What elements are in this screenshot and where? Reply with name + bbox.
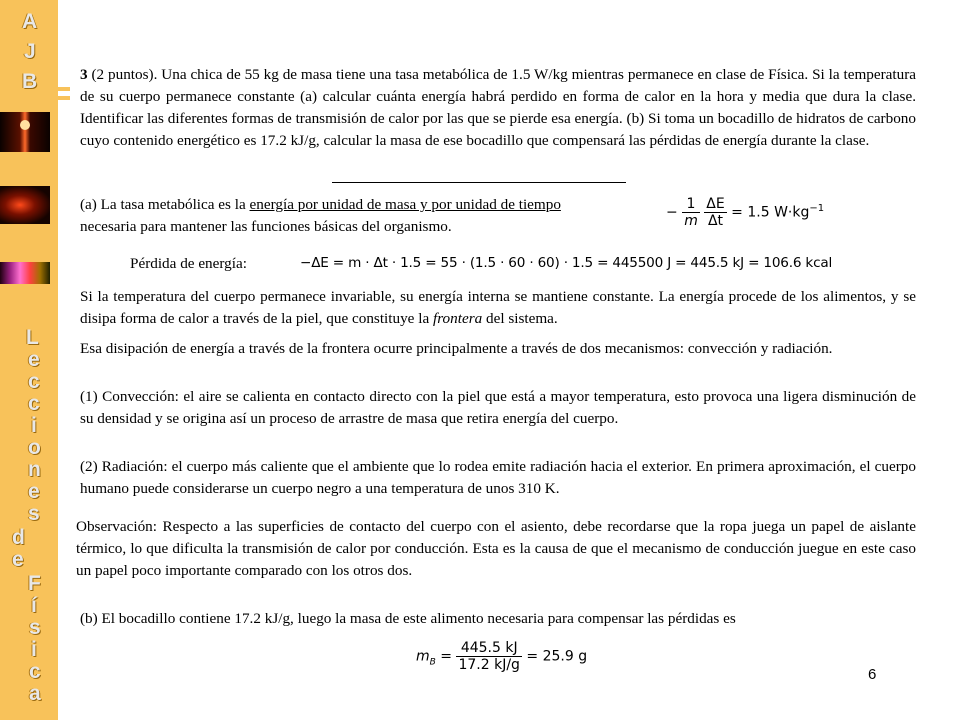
mass-formula: $m_B$ = $\frac{445.5 kJ}{17.2 kJ/g}$ = 25.9 g <box>416 640 588 673</box>
fisica-letter: c <box>29 660 41 683</box>
internal-energy-end: del sistema. <box>482 310 558 327</box>
fisica-letter: i <box>31 638 37 661</box>
mass-result: = 25.9 g <box>526 648 588 665</box>
title-letter: s <box>28 502 40 525</box>
internal-energy-text: Si la temperatura del cuerpo permanece invariable, su energía interna se mantiene constante. La energía procede de los alimentos, y se disipa forma de calor a través de la piel, que constituye la <box>80 288 916 327</box>
rate-value: = 1.5 W·kg <box>731 204 810 221</box>
title-letter: i <box>31 414 37 437</box>
sidebar-tab <box>58 87 70 91</box>
energy-loss-label: Pérdida de energía: <box>130 255 247 272</box>
initial-letter: A <box>22 10 38 33</box>
fisica-letter: s <box>29 616 41 639</box>
title-letter: e <box>28 480 40 503</box>
radiation-paragraph: (2) Radiación: el cuerpo más caliente que el ambiente que lo rodea emite radiación hacia el exterior. En primera aproximación, el cuerpo humano puede considerarse un cuerpo negro a una temperatura de unos 310 K. <box>80 458 916 497</box>
mass-fraction: $\frac{445.5 kJ}{17.2 kJ/g}$ <box>458 640 520 673</box>
part-a-definition <box>80 194 620 238</box>
metabolic-rate-formula: − $\frac{1}{m}$ $\frac{\Delta E}{\Delta t}$ = 1.5 $W\cdot kg^{-1}$ <box>666 196 825 229</box>
separator-line <box>332 182 626 183</box>
fisica-letter: F <box>28 572 41 595</box>
initial-letter: B <box>22 70 38 93</box>
internal-energy-paragraph <box>80 286 916 330</box>
sidebar <box>0 0 58 720</box>
definition-prefix: (a) La tasa metabólica es la <box>80 196 250 213</box>
page-number: 6 <box>868 666 877 683</box>
photo-thumbnail <box>0 112 50 152</box>
title-letter: L <box>26 326 39 349</box>
de-letter: d <box>12 526 25 549</box>
ratio-fraction: $\frac{\Delta E}{\Delta t}$ <box>706 196 725 229</box>
frontier-term: frontera <box>432 310 483 327</box>
observation-paragraph: Observación: Respecto a las superficies de contacto del cuerpo con el asiento, debe recordarse que la ropa juega un papel de aislante térmico, lo que dificulta la transmisión de calor por conducción. Esta es la causa de que el mecanismo de conducción juegue en este caso un papel poco importante comparado con los otros dos. <box>76 518 916 579</box>
energy-loss-formula: −ΔE = m · Δt · 1.5 = 55 · (1.5 · 60 · 60) · 1.5 = 445500 J = 445.5 kJ = 106.6 kcal <box>300 255 833 271</box>
convection-paragraph: (1) Convección: el aire se calienta en contacto directo con la piel que está a mayor temperatura, esto provoca una ligera disminución de su densidad y se origina así un proceso de arrastre de masa que retira energía del cuerpo. <box>80 388 916 427</box>
problem-text: (2 puntos). Una chica de 55 kg de masa tiene una tasa metabólica de 1.5 W/kg mientras permanece en clase de Física. Si la temperatura de su cuerpo permanece constante (a) calcular cuánta energía habrá perdido en forma de calor en la hora y media que dura la clase. Identificar las diferentes formas de transmisión de calor por las que se pierde esa energía. (b) Si toma un bocadillo de hidratos de carbono cuyo contenido energético es 17.2 kJ/g, calcular la masa de ese bocadillo que compensará las pérdidas de energía durante la clase. <box>80 66 916 149</box>
coef-fraction: $\frac{1}{m}$ <box>684 196 698 229</box>
title-letter: c <box>28 370 40 393</box>
problem-statement <box>80 64 916 152</box>
title-letter: e <box>28 348 40 371</box>
fisica-letter: a <box>29 682 41 705</box>
sidebar-tab <box>58 96 70 100</box>
definition-suffix: necesaria para mantener las funciones básicas del organismo. <box>80 218 452 235</box>
title-letter: n <box>28 458 41 481</box>
mass-subscript: B <box>429 657 436 668</box>
fisica-letter: í <box>31 594 37 617</box>
de-letter: e <box>12 548 24 571</box>
rate-exponent: −1 <box>809 202 825 214</box>
mass-symbol: m <box>416 648 430 665</box>
part-b-paragraph: (b) El bocadillo contiene 17.2 kJ/g, luego la masa de este alimento necesaria para compensar las pérdidas es <box>80 610 736 627</box>
title-letter: c <box>28 392 40 415</box>
photo-thumbnail <box>0 186 50 224</box>
mechanisms-paragraph: Esa disipación de energía a través de la frontera ocurre principalmente a través de dos mecanismos: convección y radiación. <box>80 340 833 357</box>
initial-letter: J <box>24 40 36 63</box>
photo-thumbnail <box>0 262 50 284</box>
definition-underlined: energía por unidad de masa y por unidad de tiempo <box>249 196 561 213</box>
problem-number: 3 <box>80 66 88 83</box>
title-letter: o <box>28 436 41 459</box>
